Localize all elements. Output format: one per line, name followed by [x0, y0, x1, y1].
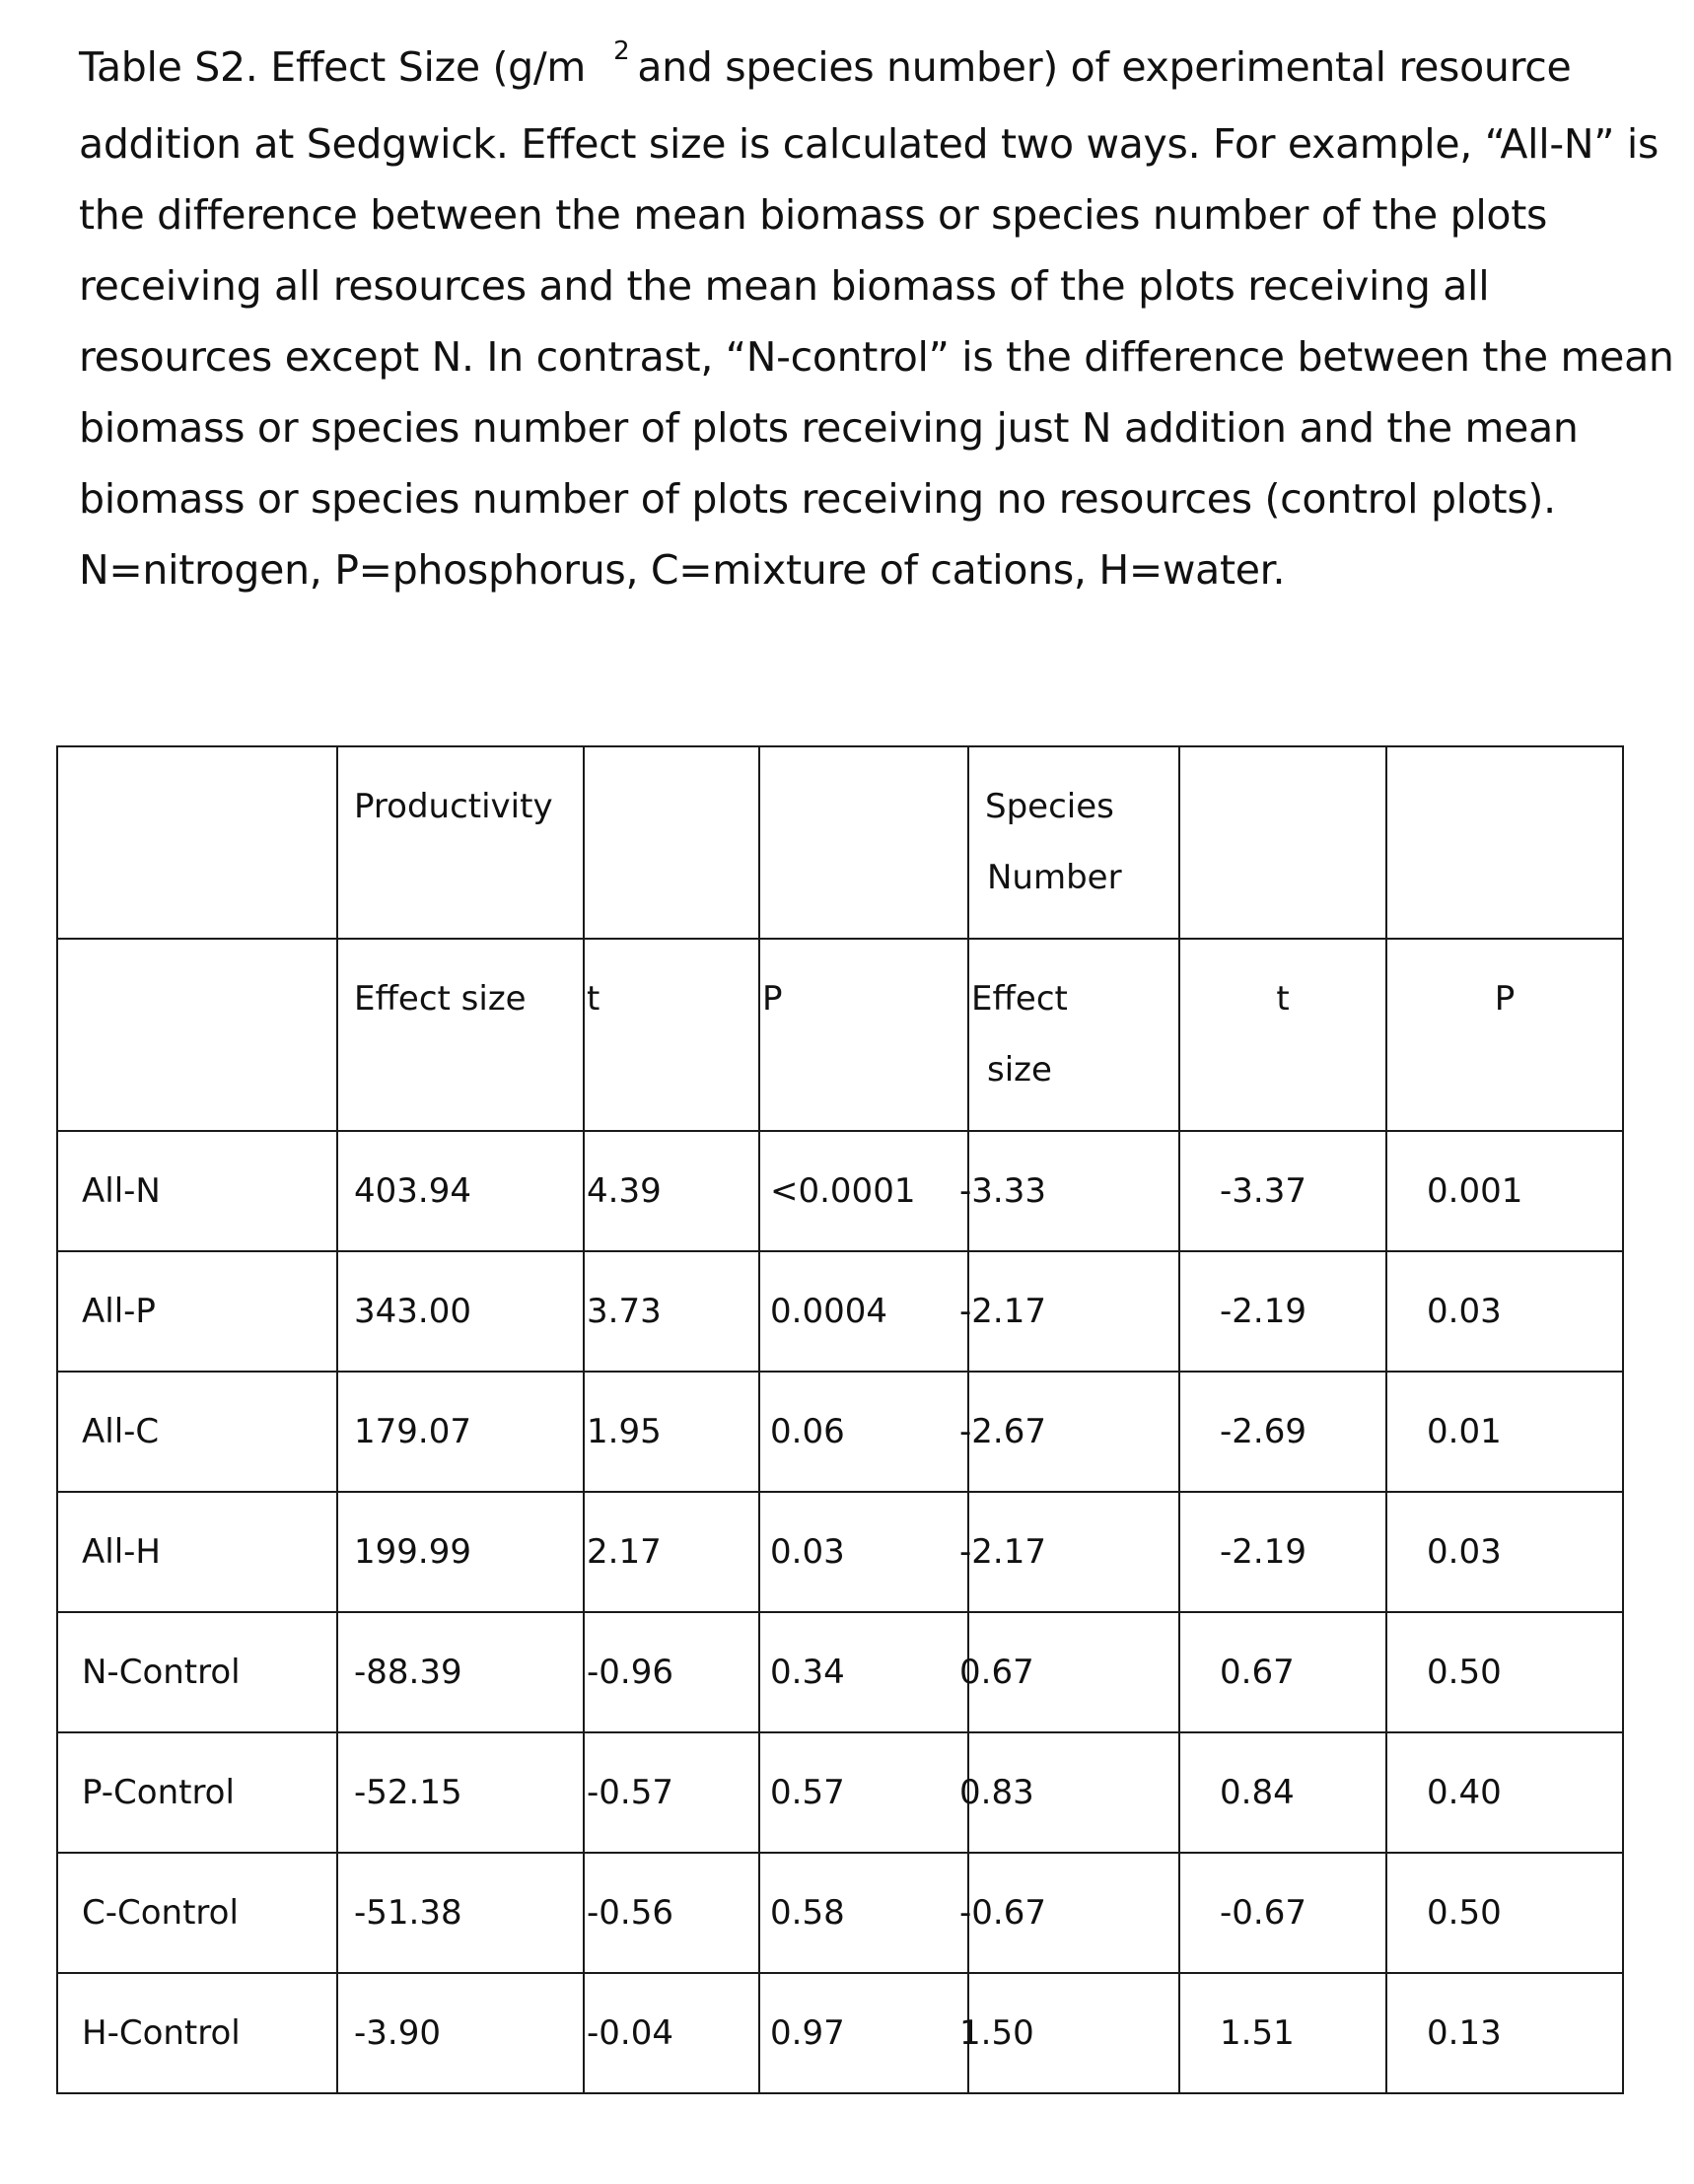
table-row: [57, 1131, 1623, 1251]
p-value: 0.97: [759, 1973, 968, 2093]
species-effect-size-value: -2.17: [968, 1492, 1179, 1612]
species-p-value: 0.01: [1386, 1372, 1623, 1492]
header-empty-cell: [584, 746, 759, 939]
caption-line-1: Table S2. Effect Size (g/m $^2$ and species number) of experimental resource: [79, 36, 1572, 91]
species-effect-size-header: Effect size: [968, 939, 1179, 1131]
effect-size-value: 403.94: [337, 1131, 584, 1251]
row-label: All-H: [57, 1492, 337, 1612]
p-value: 0.57: [759, 1732, 968, 1853]
species-t-value: -3.37: [1179, 1131, 1386, 1251]
t-value: 1.95: [584, 1372, 759, 1492]
effect-size-value: -52.15: [337, 1732, 584, 1853]
p-value: 0.58: [759, 1853, 968, 1973]
t-value: 3.73: [584, 1251, 759, 1372]
column-header-row: [57, 939, 1623, 1131]
header-empty-cell: [1179, 746, 1386, 939]
t-value: -0.96: [584, 1612, 759, 1732]
p-value: 0.0004: [759, 1251, 968, 1372]
effect-size-value: -3.90: [337, 1973, 584, 2093]
row-label: P-Control: [57, 1732, 337, 1853]
table-row: [57, 1853, 1623, 1973]
species-p-value: 0.40: [1386, 1732, 1623, 1853]
species-effect-size-value: -3.33: [968, 1131, 1179, 1251]
species-effect-size-value: 0.83: [968, 1732, 1179, 1853]
p-value: <0.0001: [759, 1131, 968, 1251]
t-header: t: [584, 939, 759, 1131]
effect-size-header: Effect size: [337, 939, 584, 1131]
species-p-value: 0.001: [1386, 1131, 1623, 1251]
row-label: N-Control: [57, 1612, 337, 1732]
species-effect-size-value: 0.67: [968, 1612, 1179, 1732]
caption-line-3: the difference between the mean biomass or species number of the plots: [79, 191, 1548, 239]
species-t-value: 0.84: [1179, 1732, 1386, 1853]
effect-size-value: 199.99: [337, 1492, 584, 1612]
table-row: [57, 1732, 1623, 1853]
species-effect-size-value: 1.50: [968, 1973, 1179, 2093]
species-p-header: P: [1386, 939, 1623, 1131]
table-caption: [79, 32, 1674, 605]
table-row: [57, 1251, 1623, 1372]
species-p-value: 0.03: [1386, 1492, 1623, 1612]
species-p-value: 0.50: [1386, 1853, 1623, 1973]
species-t-value: -2.19: [1179, 1251, 1386, 1372]
effect-size-value: -88.39: [337, 1612, 584, 1732]
p-value: 0.34: [759, 1612, 968, 1732]
t-value: 2.17: [584, 1492, 759, 1612]
header-empty-cell: [57, 746, 337, 939]
header-empty-cell: [759, 746, 968, 939]
p-value: 0.06: [759, 1372, 968, 1492]
p-header: P: [759, 939, 968, 1131]
species-t-value: -2.19: [1179, 1492, 1386, 1612]
caption-line-6: biomass or species number of plots receiving just N addition and the mean: [79, 404, 1579, 452]
effect-size-value: -51.38: [337, 1853, 584, 1973]
table-row: [57, 1612, 1623, 1732]
caption-line-5: resources except N. In contrast, “N-control” is the difference between the mean: [79, 333, 1674, 381]
caption-line-8: N=nitrogen, P=phosphorus, C=mixture of cations, H=water.: [79, 546, 1286, 594]
header-empty-cell: [57, 939, 337, 1131]
species-effect-size-value: -2.17: [968, 1251, 1179, 1372]
effect-size-value: 179.07: [337, 1372, 584, 1492]
species-t-value: 0.67: [1179, 1612, 1386, 1732]
p-value: 0.03: [759, 1492, 968, 1612]
species-p-value: 0.03: [1386, 1251, 1623, 1372]
species-t-value: -0.67: [1179, 1853, 1386, 1973]
species-p-value: 0.50: [1386, 1612, 1623, 1732]
row-label: H-Control: [57, 1973, 337, 2093]
productivity-header: Productivity: [337, 746, 584, 939]
caption-line-2: addition at Sedgwick. Effect size is calculated two ways. For example, “All-N” is: [79, 120, 1659, 168]
t-value: -0.56: [584, 1853, 759, 1973]
species-effect-size-value: -2.67: [968, 1372, 1179, 1492]
caption-line-7: biomass or species number of plots receiving no resources (control plots).: [79, 475, 1556, 523]
species-number-header: Species Number: [968, 746, 1179, 939]
row-label: All-C: [57, 1372, 337, 1492]
table-row: [57, 1973, 1623, 2093]
species-effect-size-value: -0.67: [968, 1853, 1179, 1973]
effect-size-value: 343.00: [337, 1251, 584, 1372]
species-p-value: 0.13: [1386, 1973, 1623, 2093]
header-empty-cell: [1386, 746, 1623, 939]
species-t-header: t: [1179, 939, 1386, 1131]
t-value: -0.57: [584, 1732, 759, 1853]
superscript-2: 2: [613, 36, 630, 66]
row-label: All-P: [57, 1251, 337, 1372]
row-label: All-N: [57, 1131, 337, 1251]
group-header-row: [57, 746, 1623, 939]
caption-line-4: receiving all resources and the mean biomass of the plots receiving all: [79, 262, 1490, 310]
effect-size-table: [56, 745, 1624, 2094]
t-value: 4.39: [584, 1131, 759, 1251]
species-t-value: 1.51: [1179, 1973, 1386, 2093]
table-row: [57, 1492, 1623, 1612]
row-label: C-Control: [57, 1853, 337, 1973]
species-t-value: -2.69: [1179, 1372, 1386, 1492]
table-row: [57, 1372, 1623, 1492]
t-value: -0.04: [584, 1973, 759, 2093]
